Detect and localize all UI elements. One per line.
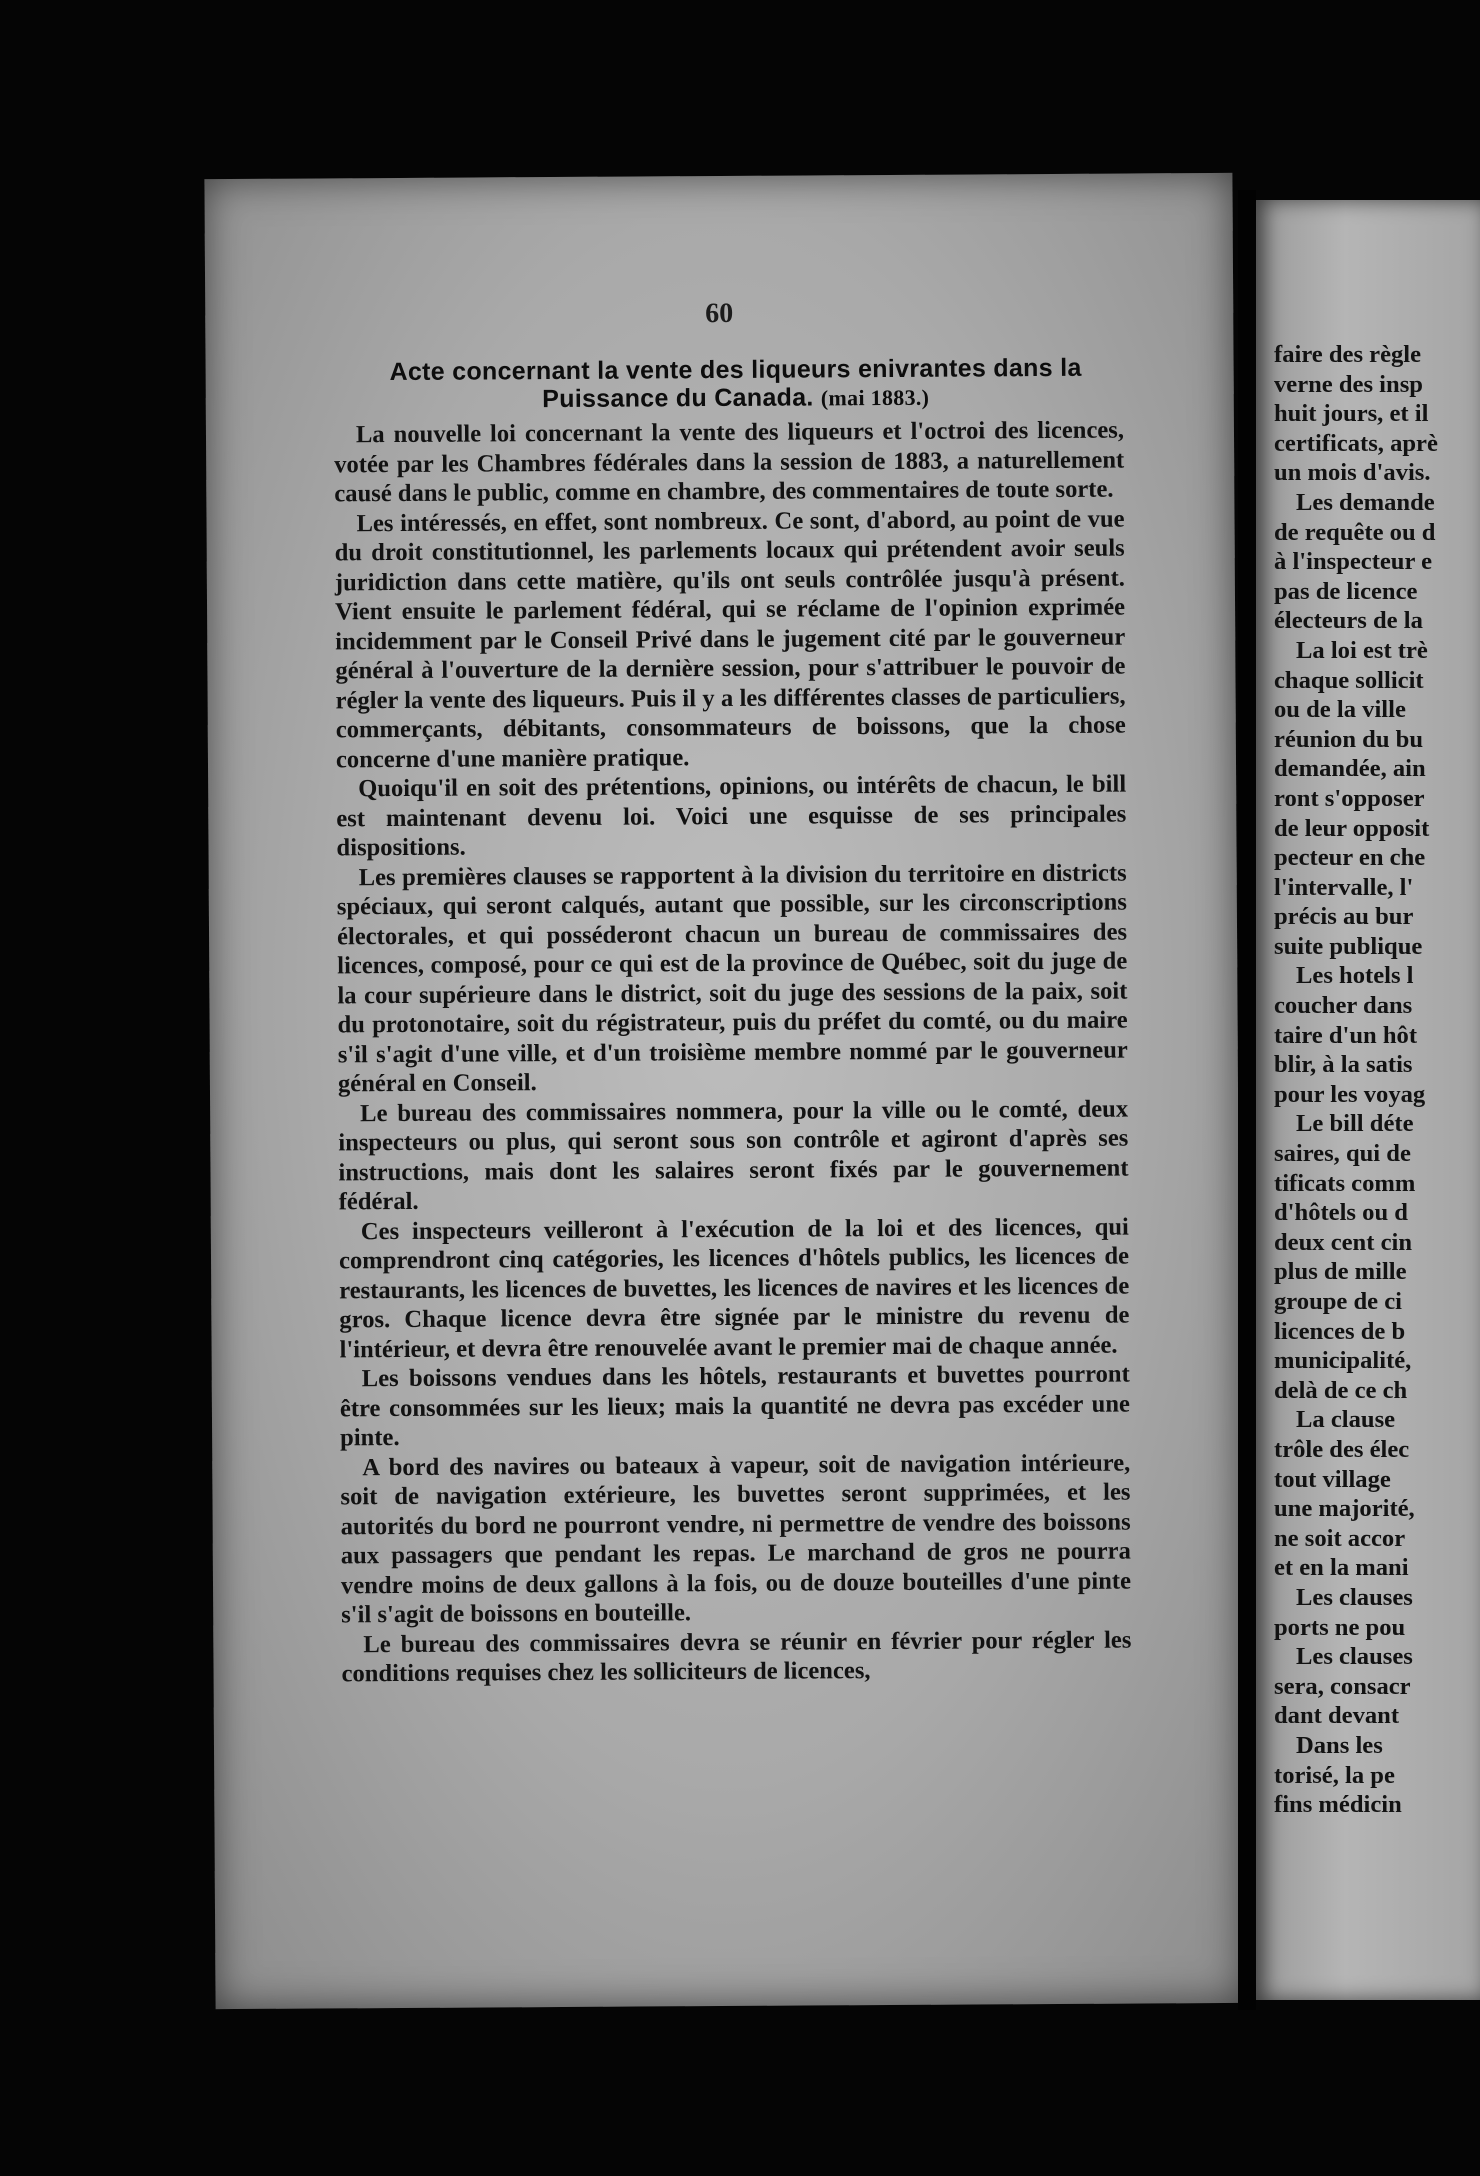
adjacent-page-line: torisé, la pe [1274,1761,1395,1789]
adjacent-page-line: certificats, aprè [1274,429,1438,457]
adjacent-page-line: suite publique [1274,932,1423,960]
adjacent-page-line: à l'inspecteur e [1274,548,1433,576]
adjacent-page-line: de leur opposit [1274,814,1430,842]
adjacent-page-line: précis au bur [1274,903,1414,931]
adjacent-page-line: taire d'un hôt [1274,1021,1418,1049]
adjacent-page-line: fins médicin [1274,1791,1402,1819]
adjacent-page-line: Les clauses [1296,1643,1413,1671]
paragraph: Le bureau des commissaires nommera, pour la ville ou le comté, deux inspecteurs ou plus, qui seront sous son contrôle et agiront d'après ses instructions, mais dont les salaires seront fixés par le gouvernement fédéral. [338,1095,1129,1216]
adjacent-page-line: La loi est trè [1296,636,1428,664]
article-body [334,416,1132,1689]
paragraph: Les premières clauses se rapportent à la division du territoire en districts spéciaux, qui seront calqués, autant que possible, sur les circonscriptions électorales, et qui posséderont chacun un bureau de commissaires des licences, composé, pour ce qui est de la province de Québec, soit du juge de la cour supérieure dans le district, soit du juge des sessions de la paix, soit du protonotaire, soit du régistrateur, puis du préfet du comté, ou du maire s'il s'agit d'une ville, et d'un troisième membre nommé par le gouverneur général en Conseil. [336,859,1128,1098]
adjacent-page-line: électeurs de la [1274,607,1423,635]
paragraph: Les intéressés, en effet, sont nombreux. Ce sont, d'abord, au point de vue du droit constitutionnel, les parlements locaux qui prétendent avoir seuls juridiction dans cette matière, qu'ils ont seuls contrôlée jusqu'à présent. Vient ensuite le parlement fédéral, qui se réclame de l'opinion exprimée incidemment par le Conseil Privé dans le jugement cité par le gouverneur général à l'ouverture de la dernière session, pour s'attribuer le pouvoir de régler la vente des liqueurs. Puis il y a les différentes classes de particuliers, commerçants, débitants, consommateurs de boissons, que la chose concerne d'une manière pratique. [334,505,1126,773]
paragraph: Quoiqu'il en soit des prétentions, opinions, ou intérêts de chacun, le bill est maintenant devenu loi. Voici une esquisse de ses principales dispositions. [336,770,1127,862]
adjacent-page-line: Dans les [1296,1731,1383,1759]
adjacent-page-line: blir, à la satis [1274,1051,1413,1079]
adjacent-page-line: coucher dans [1274,992,1413,1020]
adjacent-page-line: Les hotels l [1296,962,1414,990]
adjacent-page-line: Les clauses [1296,1583,1413,1611]
adjacent-page-line: licences de b [1274,1317,1406,1345]
adjacent-page-line: verne des insp [1274,370,1423,398]
adjacent-page-line: et en la mani [1274,1554,1409,1582]
adjacent-page-line: faire des règle [1274,341,1422,368]
adjacent-page-line: de requête ou d [1274,518,1436,546]
article-title-main: Acte concernant la vente des liqueurs enivrantes dans la Puissance du Canada. [389,353,1082,414]
paragraph: Ces inspecteurs veilleront à l'exécution de la loi et des licences, qui comprendront cinq catégories, les licences d'hôtels publics, les licences de restaurants, les licences de buvettes, les licences de navires et les licences de gros. Chaque licence devra être signée par le ministre du revenu de l'intérieur, et devra être renouvelée avant le premier mai de chaque année. [338,1213,1130,1363]
paragraph: Le bureau des commissaires devra se réunir en février pour régler les conditions requises chez les solliciteurs de licences, [341,1626,1132,1688]
adjacent-page-line: tificats comm [1274,1169,1416,1197]
adjacent-page-line: une majorité, [1274,1495,1415,1523]
adjacent-page-line: l'intervalle, l' [1274,873,1414,901]
adjacent-page-line: d'hôtels ou d [1274,1199,1408,1227]
adjacent-page-line: trôle des élec [1274,1435,1410,1463]
article-title-date: (mai 1883.) [820,384,930,411]
book-gutter [1238,190,1256,2010]
adjacent-page-line: groupe de ci [1274,1288,1402,1315]
paragraph: A bord des navires ou bateaux à vapeur, soit de navigation intérieure, soit de navigation extérieure, les buvettes seront supprimées, et les autorités du bord ne pourront vendre, ni permettre de vendre des boissons aux passagers que pendant les repas. Le marchand de gros ne pourra vendre moins de deux gallons à la fois, ou de douze bouteilles d'une pinte s'il s'agit de boissons en bouteille. [340,1449,1132,1629]
adjacent-page-line: chaque sollicit [1274,666,1424,694]
scanned-page [204,173,1243,2009]
adjacent-page-line: ports ne pou [1274,1613,1406,1641]
paragraph: Les boissons vendues dans les hôtels, restaurants et buvettes pourront être consommées sur les lieux; mais la quantité ne devra pas excéder une pinte. [339,1360,1130,1452]
adjacent-page-line: ne soit accor [1274,1524,1406,1552]
adjacent-page-line: ront s'opposer [1274,784,1425,812]
adjacent-page-line: dant devant [1274,1702,1400,1730]
adjacent-page-line: pecteur en che [1274,844,1426,872]
adjacent-page-fragment [1256,200,1480,2000]
paragraph: La nouvelle loi concernant la vente des liqueurs et l'octroi des licences, votée par les Chambres fédérales dans la session de 1883, a naturellement causé dans le public, comme en chambre, des commentaires de toute sorte. [334,416,1125,508]
adjacent-page-line: un mois d'avis. [1274,459,1431,487]
adjacent-page-line: saires, qui de [1274,1140,1411,1168]
adjacent-page-line: La clause [1296,1406,1396,1434]
adjacent-page-line: ou de la ville [1274,696,1406,724]
adjacent-page-line: huit jours, et il [1274,400,1429,428]
adjacent-page-line: demandée, ain [1274,755,1426,783]
page-number: 60 [705,297,734,330]
adjacent-page-line: Les demande [1296,488,1435,516]
article-title [356,354,1116,416]
adjacent-page-line: pas de licence [1274,577,1418,605]
adjacent-page-line: tout village [1274,1465,1391,1493]
adjacent-page-line: deux cent cin [1274,1228,1412,1256]
adjacent-page-line: réunion du bu [1274,725,1424,753]
adjacent-page-line: sera, consacr [1274,1672,1411,1700]
adjacent-page-line: delà de ce ch [1274,1376,1408,1404]
adjacent-page-line: plus de mille [1274,1258,1407,1286]
adjacent-page-line: pour les voyag [1274,1080,1426,1108]
adjacent-page-line: Le bill déte [1296,1110,1414,1138]
adjacent-page-text [1274,340,1480,1820]
adjacent-page-line: municipalité, [1274,1347,1412,1375]
